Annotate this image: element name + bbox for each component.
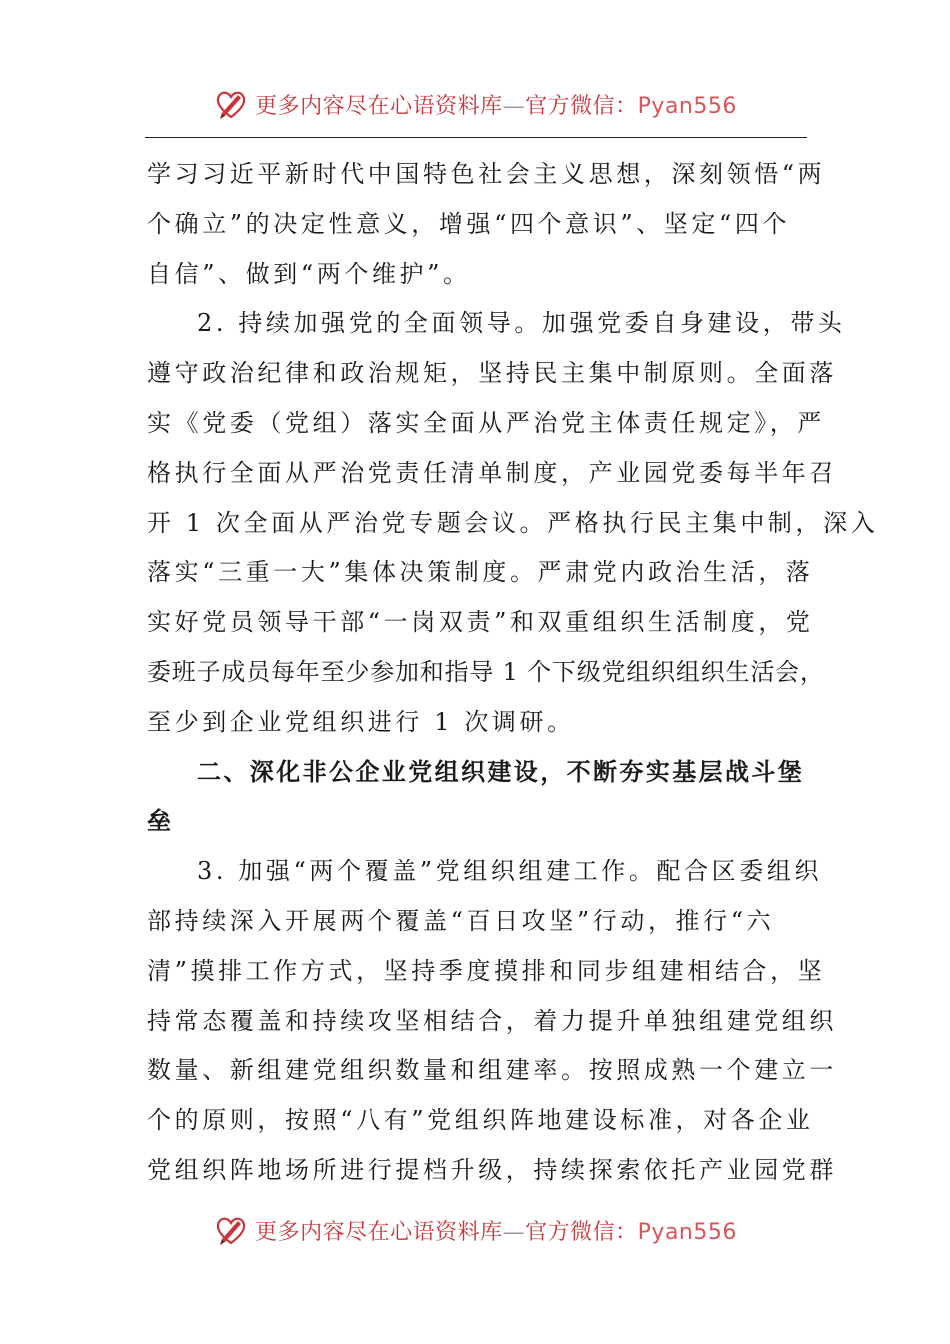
header-watermark [0, 82, 950, 126]
text-line: 个确立”的决定性意义，增强“四个意识”、坚定“四个 [147, 209, 791, 238]
text-line: 实好党员领导干部“一岗双责”和双重组织生活制度，党 [147, 608, 814, 637]
section-heading: 二、深化非公企业党组织建设，不断夯实基层战斗堡 [197, 757, 805, 786]
text-line: 委班子成员每年至少参加和指导 1 个下级党组织组织生活会， [147, 657, 825, 686]
watermark-site-text: 更多内容尽在心语资料库 [255, 1219, 503, 1245]
text-line: 个的原则，按照“八有”党组织阵地建设标准，对各企业 [147, 1106, 814, 1135]
text-line: 学习习近平新时代中国特色社会主义思想，深刻领悟“两 [147, 160, 826, 188]
document-body [147, 150, 879, 1196]
watermark-text [255, 89, 737, 120]
paragraph-start-line: 2. 持续加强党的全面领导。加强党委自身建设，带头 [197, 309, 846, 338]
pen-heart-logo-icon [213, 1212, 249, 1248]
text-line: 自信”、做到“两个维护”。 [147, 259, 471, 288]
watermark-wechat-label: 官方微信： [525, 93, 638, 119]
text-line: 实《党委（党组）落实全面从严治党主体责任规定》，严 [147, 408, 825, 437]
text-line: 至少到企业党组织进行 1 次调研。 [147, 707, 575, 736]
text-line: 落实“三重一大”集体决策制度。严肃党内政治生活，落 [147, 558, 814, 587]
text-line: 党组织阵地场所进行提档升级，持续探索依托产业园党群 [147, 1155, 837, 1184]
pen-heart-logo-icon [213, 86, 249, 122]
text-line: 持常态覆盖和持续攻坚相结合，着力提升单独组建党组织 [147, 1006, 837, 1035]
watermark-wechat-label: 官方微信： [525, 1219, 638, 1245]
watermark-wechat-id: Pyan556 [637, 1219, 737, 1245]
text-line: 数量、新组建党组织数量和组建率。按照成熟一个建立一 [147, 1056, 837, 1085]
paragraph-start-line: 3. 加强“两个覆盖”党组织组建工作。配合区委组织 [197, 857, 823, 886]
watermark-wechat-id: Pyan556 [637, 93, 737, 119]
watermark-site-text: 更多内容尽在心语资料库 [255, 93, 503, 119]
text-line: 开 1 次全面从严治党专题会议。严格执行民主集中制，深入 [147, 508, 879, 537]
text-line: 遵守政治纪律和政治规矩，坚持民主集中制原则。全面落 [147, 359, 837, 388]
watermark-separator: — [502, 93, 526, 119]
text-line: 部持续深入开展两个覆盖“百日攻坚”行动，推行“六 [147, 906, 775, 935]
section-heading-continued: 垒 [147, 807, 174, 836]
watermark-separator: — [502, 1219, 526, 1245]
footer-watermark [0, 1208, 950, 1252]
watermark-text [255, 1215, 737, 1246]
text-line: 格执行全面从严治党责任清单制度，产业园党委每半年召 [147, 458, 837, 487]
header-divider [145, 137, 807, 138]
text-line: 清”摸排工作方式，坚持季度摸排和同步组建相结合，坚 [147, 956, 826, 985]
